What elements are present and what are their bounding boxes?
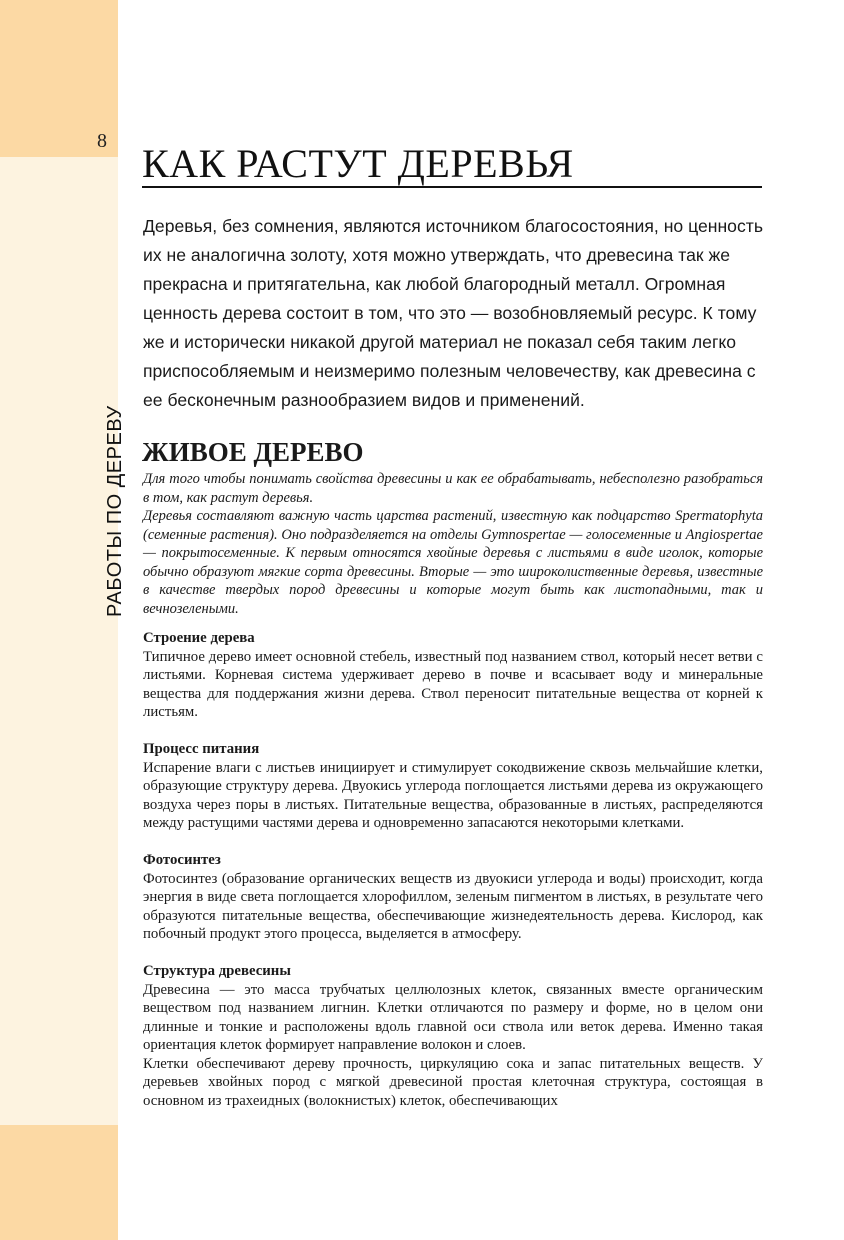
margin-band-bottom (0, 1125, 118, 1240)
section-heading: ЖИВОЕ ДЕРЕВО (142, 437, 364, 467)
subsection-heading: Процесс питания (143, 740, 260, 757)
subsection-wood-structure (143, 962, 763, 1111)
subsection-photosynthesis (143, 851, 763, 944)
italic-paragraph: Деревья составляют важную часть царства растений, известную как подцарство Spermatophyta (семенные растения). Оно подразделяется на отделы Gymnospertae — голосеменные и Angiospertae — покрытосеменные. К первым относятся хвойные деревья с листьями в виде иголок, которые обычно образуют мягкие сорта древесины. Вторые — это широколиственные деревья, известные в качестве твердых пород древесины и которые могут быть как листопадными, так и вечнозелеными. (143, 508, 763, 617)
section-side-label: РАБОТЫ ПО ДЕРЕВУ (104, 405, 126, 617)
subsection-heading: Структура древесины (143, 962, 291, 979)
italic-paragraph: Для того чтобы понимать свойства древесины и как ее обрабатывать, небесполезно разобраться в том, как растут деревья. (143, 471, 763, 506)
subsection-paragraph: Испарение влаги с листьев инициирует и стимулирует сокодвижение сквозь мельчайшие клетки, образующие структуру дерева. Двуокись углерода поглощается листьями дерева из окружающего воздуха через поры в листьях. Питательные вещества, образованные в листьях, распределяются между растущими частями дерева и одновременно запасаются некоторыми клетками. (143, 759, 763, 832)
article-body (143, 629, 763, 1129)
margin-band-middle (0, 157, 118, 1125)
section-italic-intro (143, 470, 763, 618)
subsection-paragraph: Древесина — это масса трубчатых целлюлозных клеток, связанных вместе органическим веществом под названием лигнин. Клетки отличаются по размеру и форме, но в целом они длинные и тонкие и расположены вдоль главной оси ствола или веток дерева. Именно такая ориентация клеток формирует направление волокон и слоев. (143, 981, 763, 1054)
subsection-heading: Фотосинтез (143, 851, 221, 868)
subsection-paragraph: Фотосинтез (образование органических веществ из двуокиси углерода и воды) происходит, когда энергия в виде света поглощается хлорофиллом, зеленым пигментом в листьях, в результате чего образуются питательные вещества, обеспечивающие жизнедеятельность дерева. Кислород, как побочный продукт этого процесса, выделяется в атмосферу. (143, 870, 763, 943)
subsection-nutrition (143, 740, 763, 833)
title-rule (142, 186, 762, 188)
page-title: КАК РАСТУТ ДЕРЕВЬЯ (142, 141, 574, 186)
subsection-paragraph: Типичное дерево имеет основной стебель, известный под названием ствол, который несет ветви с листьями. Корневая система удерживает дерево в почве и всасывает воду и минеральные вещества для поддержания жизни дерева. Ствол переносит питательные вещества от корней к листьям. (143, 648, 763, 721)
page-number: 8 (97, 130, 107, 152)
intro-paragraph: Деревья, без сомнения, являются источником благосостояния, но ценность их не аналогична золоту, хотя можно утверждать, что древесина так же прекрасна и притягательна, как любой благородный металл. Огромная ценность дерева состоит в том, что это — возобновляемый ресурс. К тому же и исторически никакой другой материал не показал себя таким легко приспособляемым и неизмеримо полезным человечеству, как древесина с ее бесконечным разнообразием видов и применений. (143, 216, 763, 410)
subsection-tree-structure (143, 629, 763, 722)
subsection-heading: Строение дерева (143, 630, 255, 646)
subsection-paragraph: Клетки обеспечивают дереву прочность, циркуляцию сока и запас питательных веществ. У деревьев хвойных пород с мягкой древесиной простая клеточная структура, состоящая в основном из трахеидных (волокнистых) клеток, обеспечивающих (143, 1055, 763, 1110)
